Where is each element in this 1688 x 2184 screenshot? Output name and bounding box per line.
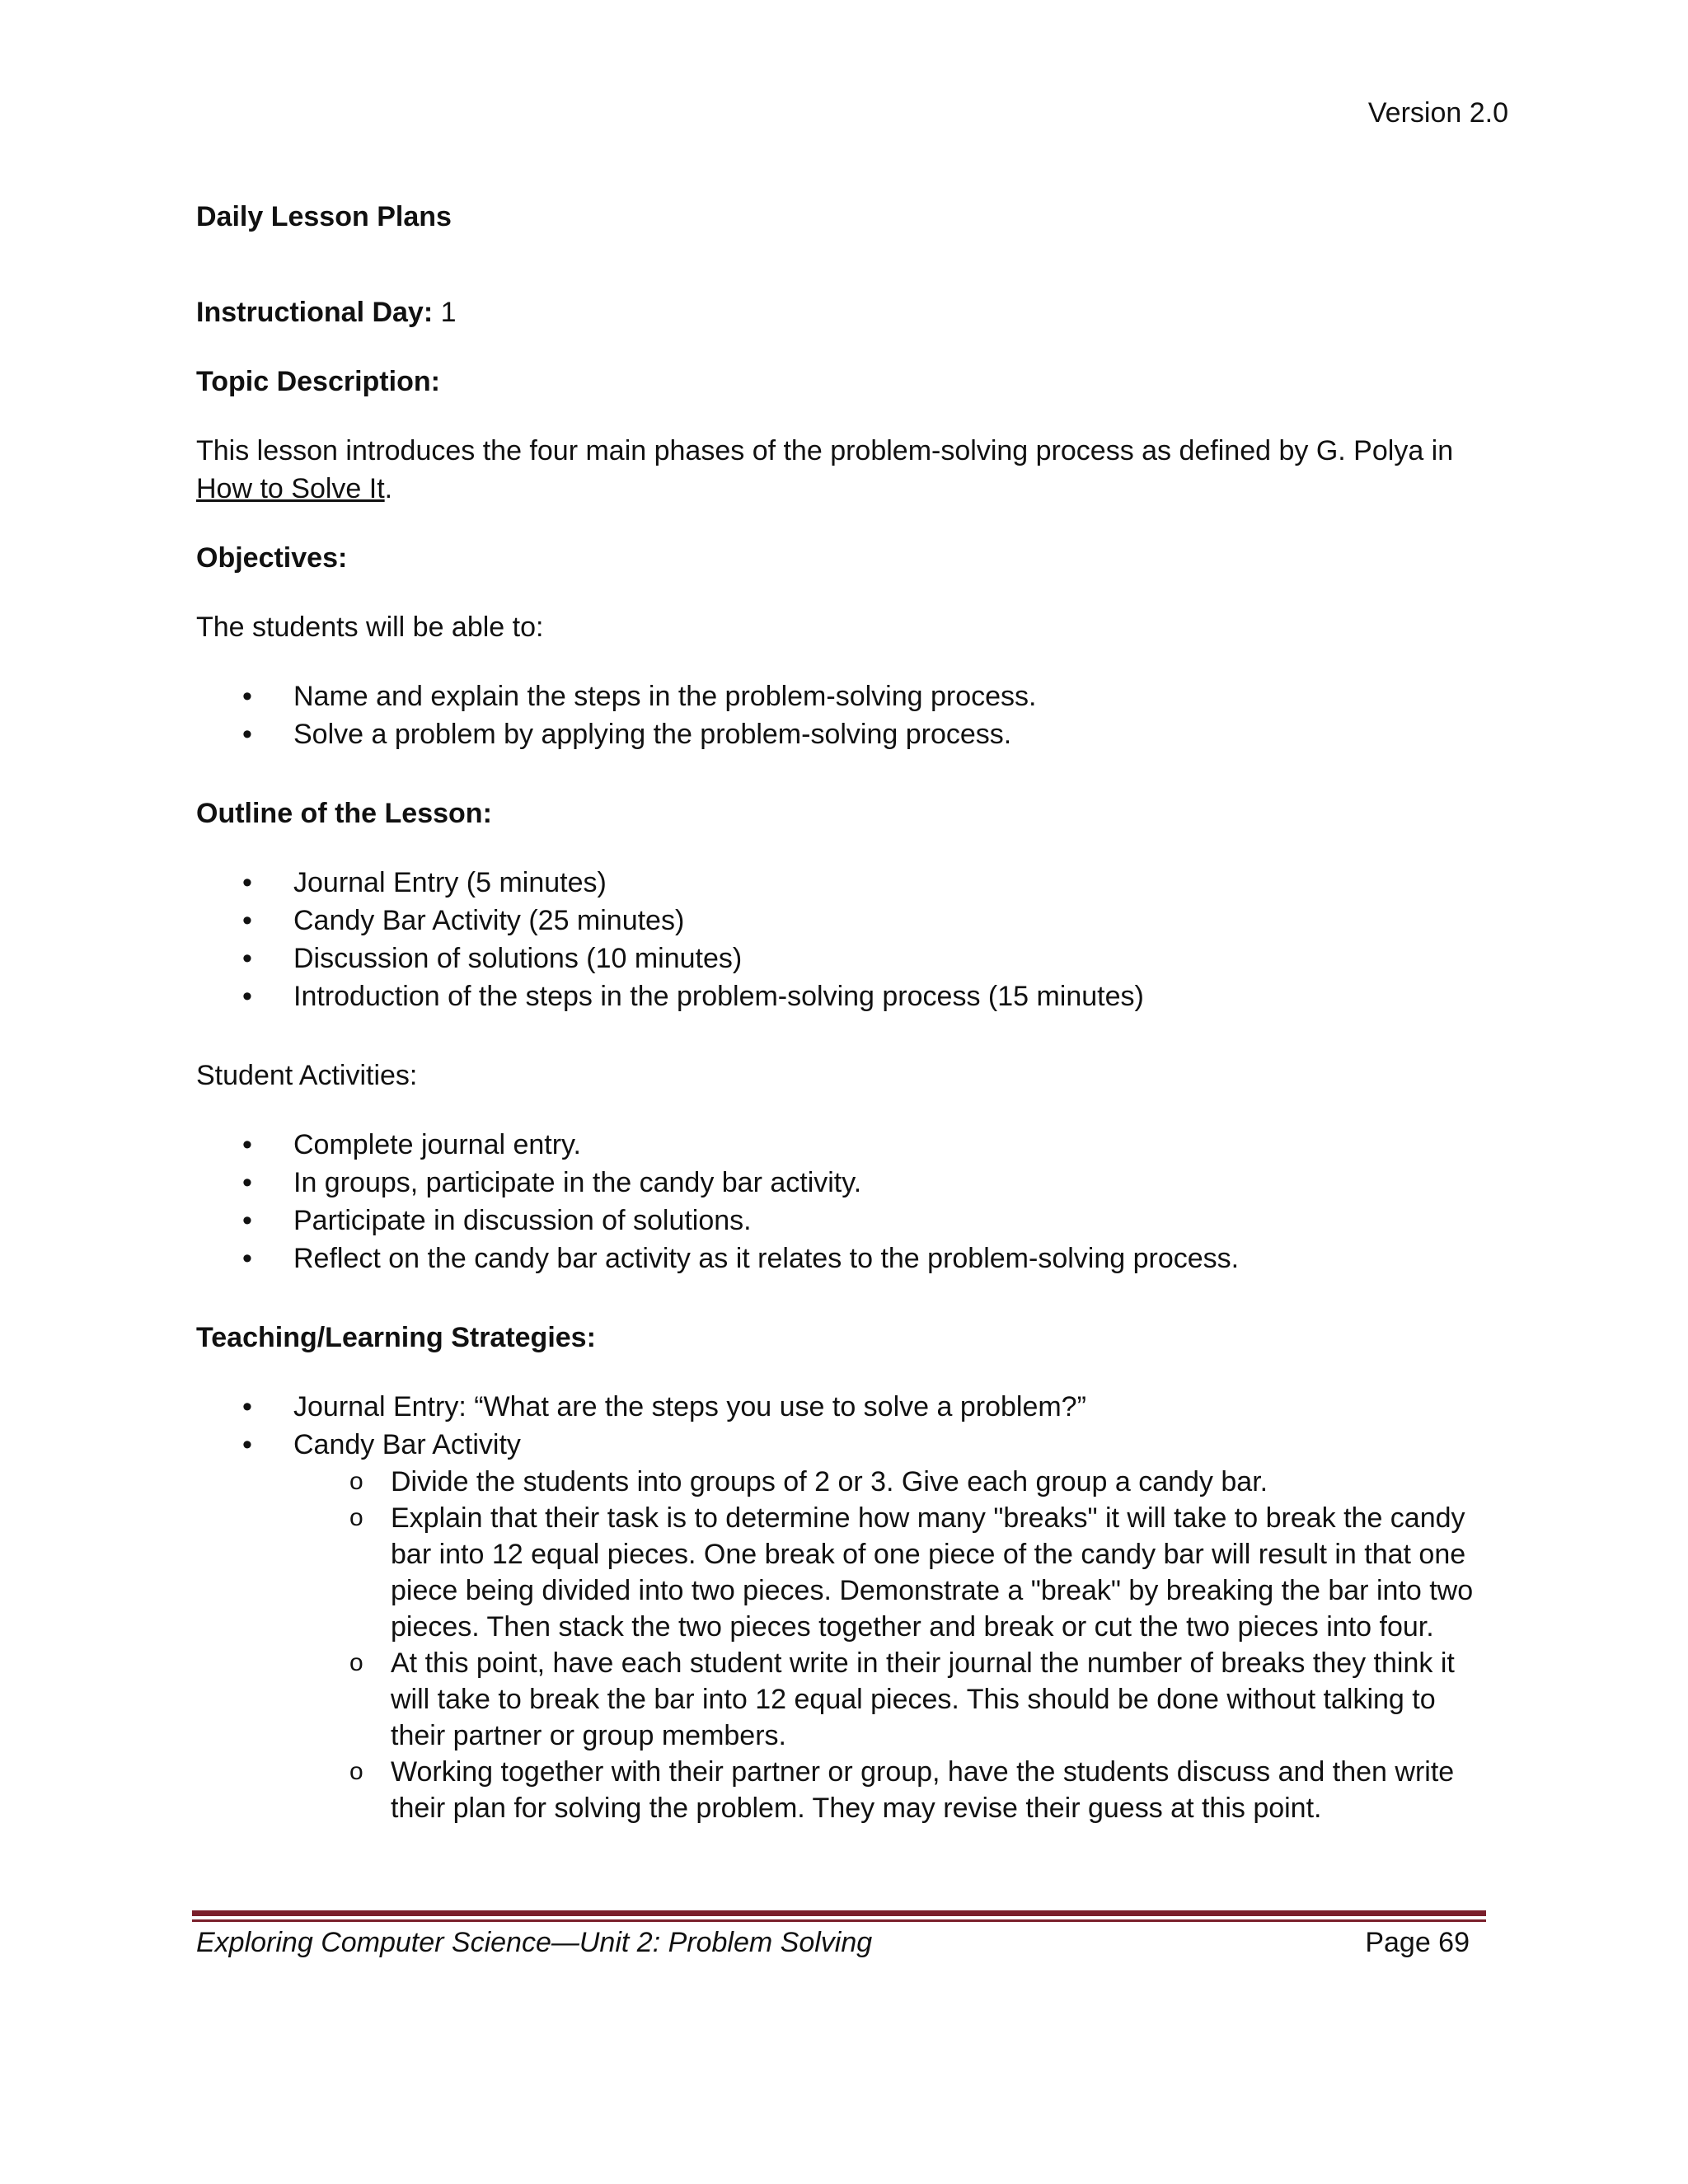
student-activities-list	[196, 1126, 1482, 1277]
list-item: • Name and explain the steps in the problem-solving process.	[196, 677, 1482, 715]
list-item: • Candy Bar Activity (25 minutes)	[196, 902, 1482, 940]
list-item: • Solve a problem by applying the problem-solving process.	[196, 715, 1482, 753]
list-item: • Participate in discussion of solutions.	[196, 1202, 1482, 1240]
strategies-heading: Teaching/Learning Strategies:	[196, 1322, 596, 1353]
book-title: How to Solve It	[196, 473, 385, 504]
outline-heading: Outline of the Lesson:	[196, 798, 492, 829]
topic-heading: Topic Description:	[196, 366, 440, 397]
list-item: • Complete journal entry.	[196, 1126, 1482, 1164]
strategies-list	[196, 1388, 1482, 1464]
list-item: • Discussion of solutions (10 minutes)	[196, 940, 1482, 977]
footer-rule-thin	[192, 1919, 1486, 1922]
outline-list	[196, 864, 1482, 1015]
list-item: • Reflect on the candy bar activity as it relates to the problem-solving process.	[196, 1240, 1482, 1277]
candy-bar-steps-list	[196, 1464, 1482, 1826]
instructional-day-label: Instructional Day:	[196, 297, 434, 328]
sub-list-item: o At this point, have each student write in their journal the number of breaks they think it will take to break the bar into 12 equal pieces. This should be done without talking to their partner or group members.	[293, 1645, 1482, 1754]
sub-list-item: o Explain that their task is to determine how many "breaks" it will take to break the candy bar into 12 equal pieces. One break of one piece of the candy bar will result in that one piece being divided into two pieces. Demonstrate a "break" by breaking the bar into two pieces. Then stack the two pieces together and break or cut the two pieces into four.	[293, 1500, 1482, 1645]
footer-rule-thick	[192, 1910, 1486, 1916]
topic-end: .	[384, 473, 393, 504]
footer-course-title: Exploring Computer Science—Unit 2: Problem Solving	[196, 1927, 873, 1958]
version-label: Version 2.0	[1367, 97, 1508, 129]
instructional-day-value: 1	[440, 297, 457, 328]
footer-page-number: Page 69	[1365, 1927, 1470, 1958]
list-item: • In groups, participate in the candy bar activity.	[196, 1164, 1482, 1202]
page-title: Daily Lesson Plans	[196, 201, 452, 232]
objectives-intro: The students will be able to:	[196, 612, 544, 643]
topic-text: This lesson introduces the four main phases of the problem-solving process as defined by G. Polya in	[196, 435, 1454, 466]
student-activities-heading: Student Activities:	[196, 1060, 418, 1091]
lesson-content	[196, 198, 1482, 1826]
sub-list-item: o Divide the students into groups of 2 or 3. Give each group a candy bar.	[293, 1464, 1482, 1500]
candy-bar-activity-label: Candy Bar Activity	[293, 1429, 521, 1460]
instructional-day	[196, 293, 1482, 331]
topic-description	[196, 432, 1482, 508]
list-item	[196, 1426, 1482, 1464]
objectives-heading: Objectives:	[196, 542, 348, 574]
objectives-list	[196, 677, 1482, 753]
list-item: • Introduction of the steps in the problem-solving process (15 minutes)	[196, 977, 1482, 1015]
list-item: • Journal Entry: “What are the steps you use to solve a problem?”	[196, 1388, 1482, 1426]
list-item: • Journal Entry (5 minutes)	[196, 864, 1482, 902]
sub-list-item: o Working together with their partner or group, have the students discuss and then write their plan for solving the problem. They may revise their guess at this point.	[293, 1754, 1482, 1826]
